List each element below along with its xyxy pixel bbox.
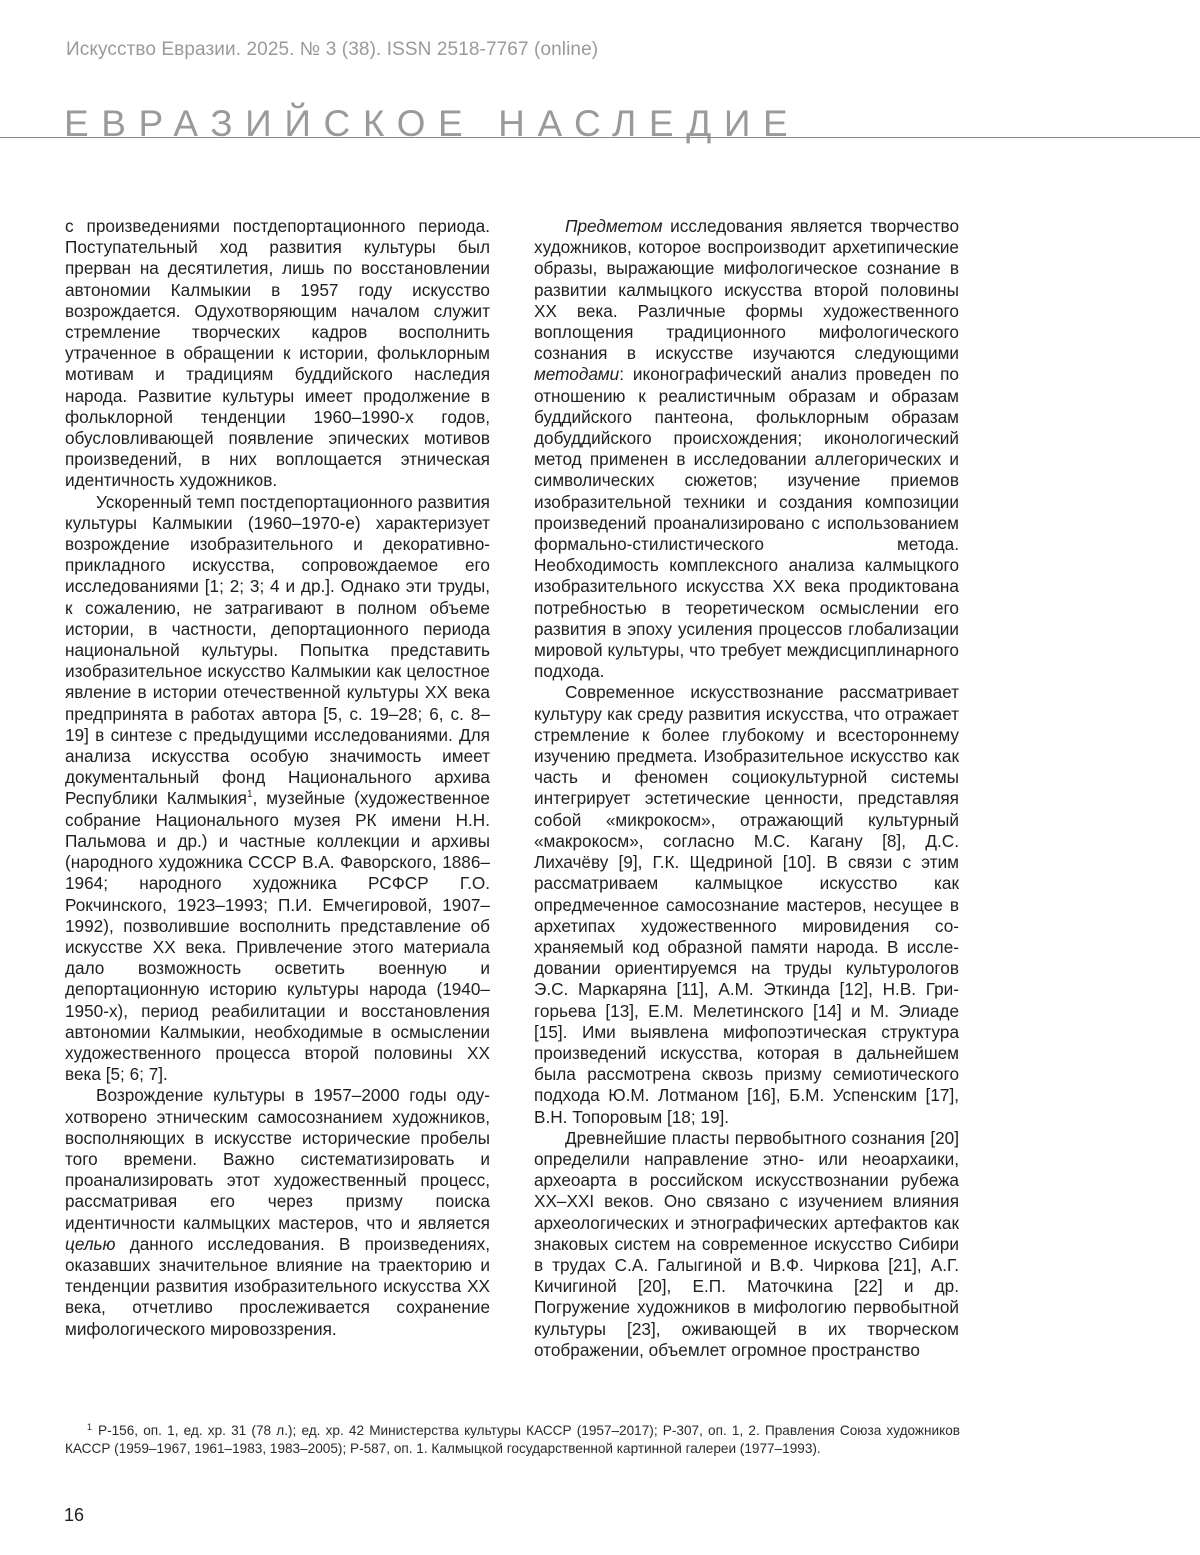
paragraph-text: , музейные (художественное собрание Национального музея РК имени Н.Н. Пальмова и др.) и частные коллекции и архивы (народного художника СССР В.А. Фаворского, 1886–1964; народного художника РСФСР Г.О. Рокчинского, 1923–1993; П.И. Емчегировой, 1907–1992), позволившие восполнить представление об искусстве XX века. Привлечение этого материала дало возможность осветить военную и депортационную историю культуры народа (1940–1950-х), период реабилитации и восстановления автономии Калмыкии, необходимые в осмыслении художественного процесса второй половины XX века [5; 6; 7]. bbox=[65, 788, 490, 1085]
right-text-column bbox=[534, 216, 959, 1361]
header-divider bbox=[0, 137, 1200, 138]
page-number: 16 bbox=[64, 1505, 85, 1525]
paragraph: с произведениями постдепортационного периода. Поступательный ход развития культуры был прерван на десятилетия, лишь по восстановлении автономии Калмыкии в 1957 году искусство возрождается. Одухотворяющим началом служит стремление творческих кадров восполнить утраченное в обращении к истории, фольклорным мотивам и традициям буддийского наследия народа. Развитие культуры имеет продолжение в фольклорной тенденции 1960–1990-х годов, обусловливающей появление эпических мотивов произведений, в них воплощается этническая идентичность художников. bbox=[65, 216, 490, 491]
paragraph-text: Возрождение культуры в 1957–2000 годы одухотворено этническим самосознанием художников, восполняющих в искусстве исторические пробелы того времени. Важно систематизировать и проанализировать этот художественный процесс, рассматривая его через призму поиска идентичности калмыцких мастеров, что и является bbox=[65, 1085, 490, 1233]
journal-issue-line: Искусство Евразии. 2025. № 3 (38). ISSN 2518-7767 (online) bbox=[66, 39, 599, 60]
paragraph-text: : иконографический анализ проведен по отношению к реалистичным образам и образам буддийского пантеона, фольклорным образам добуддийского происхождения; иконологический метод применен в исследовании аллегорических и символических сюжетов; изучение приемов изобразительной техники и создания композиции произведений проанализировано с использованием формально-стилистического метода. Необходимость комплексного анализа калмыцкого изобразительного искусства XX века продиктована потребностью в теоретическом осмыслении его развития в эпоху усиления процессов глобализации мировой культуры, что требует междисциплинарного подхода. bbox=[534, 364, 959, 682]
paragraph-text: исследования является творчество художников, которое воспроизводит архетипические образы, выражающие мифологическое сознание в развитии калмыцкого искусства второй половины XX века. Различные формы художественного воплощения традиционного мифологического сознания в искусстве изучаются следующими bbox=[534, 216, 959, 364]
section-title: ЕВРАЗИЙСКОЕ НАСЛЕДИЕ bbox=[64, 102, 801, 144]
paragraph bbox=[534, 216, 959, 682]
footnote-text: Р-156, оп. 1, ед. хр. 31 (78 л.); ед. хр. 42 Министерства культуры КАССР (1957–2017); Р-307, оп. 1, 2. Правления Союза художников КАССР (1959–1967, 1961–1983, 1983–2005); Р-587, оп. 1. Калмыцкой государственной картинной галереи (1977–1993). bbox=[65, 1423, 960, 1457]
footnote bbox=[65, 1422, 960, 1458]
emphasis: Предметом bbox=[565, 216, 663, 236]
paragraph-text: Ускоренный темп постдепортационного развития культуры Калмыкии (1960–1970-е) характеризует возрождение изобразительного и декоративно-прикладного искусства, сопровождаемое его исследованиями [1; 2; 3; 4 и др.]. Однако эти труды, к сожалению, не затрагивают в полном объеме истории, в частности, депортационного периода национальной культуры. Попытка представить изобразительное искусство Калмыкии как целостное явление в истории отечественной культуры XX века предпринята в работах автора [5, с. 19–28; 6, с. 8–19] в синтезе с предыдущими исследованиями. Для анализа искусства особую значимость имеет документальный фонд Национального архива Республики Калмыкия bbox=[65, 491, 490, 809]
paragraph-text: данного исследования. В произведениях, оказавших значительное влияние на траекторию и тенденции развития изобразительного искусства XX века, отчетливо прослеживается сохранение мифологического мировоззрения. bbox=[65, 1233, 490, 1339]
paragraph bbox=[65, 492, 490, 1086]
left-text-column bbox=[65, 216, 490, 1340]
emphasis: методами bbox=[534, 364, 620, 385]
paragraph: Современное искусствознание рассматривает культуру как среду развития искусства, что отражает стремление к более глубокому и всестороннему изучению предмета. Изобразительное искусство как часть и феномен социокультурной системы интегрирует эстетические ценности, представляя собой «микрокосм», отражающий культурный «макрокосм», согласно М.С. Кагану [8], Д.С. Лихачёву [9], Г.К. Щедриной [10]. В связи с этим рассматриваем калмыцкое искусство как опредмеченное самосознание мастеров, несущее в архетипах художественного мировидения сохраняемый код образной памяти народа. В исследовании ориентируемся на труды культурологов Э.С. Маркаряна [11], А.М. Эткинда [12], Н.В. Григорьева [13], Е.М. Мелетинского [14] и М. Элиаде [15]. Ими выявлена мифопоэтическая структура произведений искусства, которая в дальнейшем была рассмотрена сквозь призму семиотического подхода Ю.М. Лотманом [16], Б.М. Успенским [17], В.Н. Топоровым [18; 19]. bbox=[534, 682, 959, 1127]
emphasis: целью bbox=[65, 1233, 116, 1254]
footnote-reference[interactable]: 1 bbox=[246, 789, 253, 801]
paragraph: Древнейшие пласты первобытного сознания [20] определили направление этно- или неоархаики, археоарта в российском искусствознании рубежа XX–XXI веков. Оно связано с изучением влияния археологических и этнографических артефактов как знаковых систем на современное искусство Сибири в трудах С.А. Галыгиной и В.Ф. Чиркова [21], А.Г. Кичигиной [20], Е.П. Маточкина [22] и др. Погружение художников в мифологию первобытной культуры [23], оживающей в их творческом отображении, объемлет огромное пространство bbox=[534, 1127, 959, 1360]
paragraph bbox=[65, 1085, 490, 1339]
footnote-marker: 1 bbox=[87, 1422, 93, 1432]
